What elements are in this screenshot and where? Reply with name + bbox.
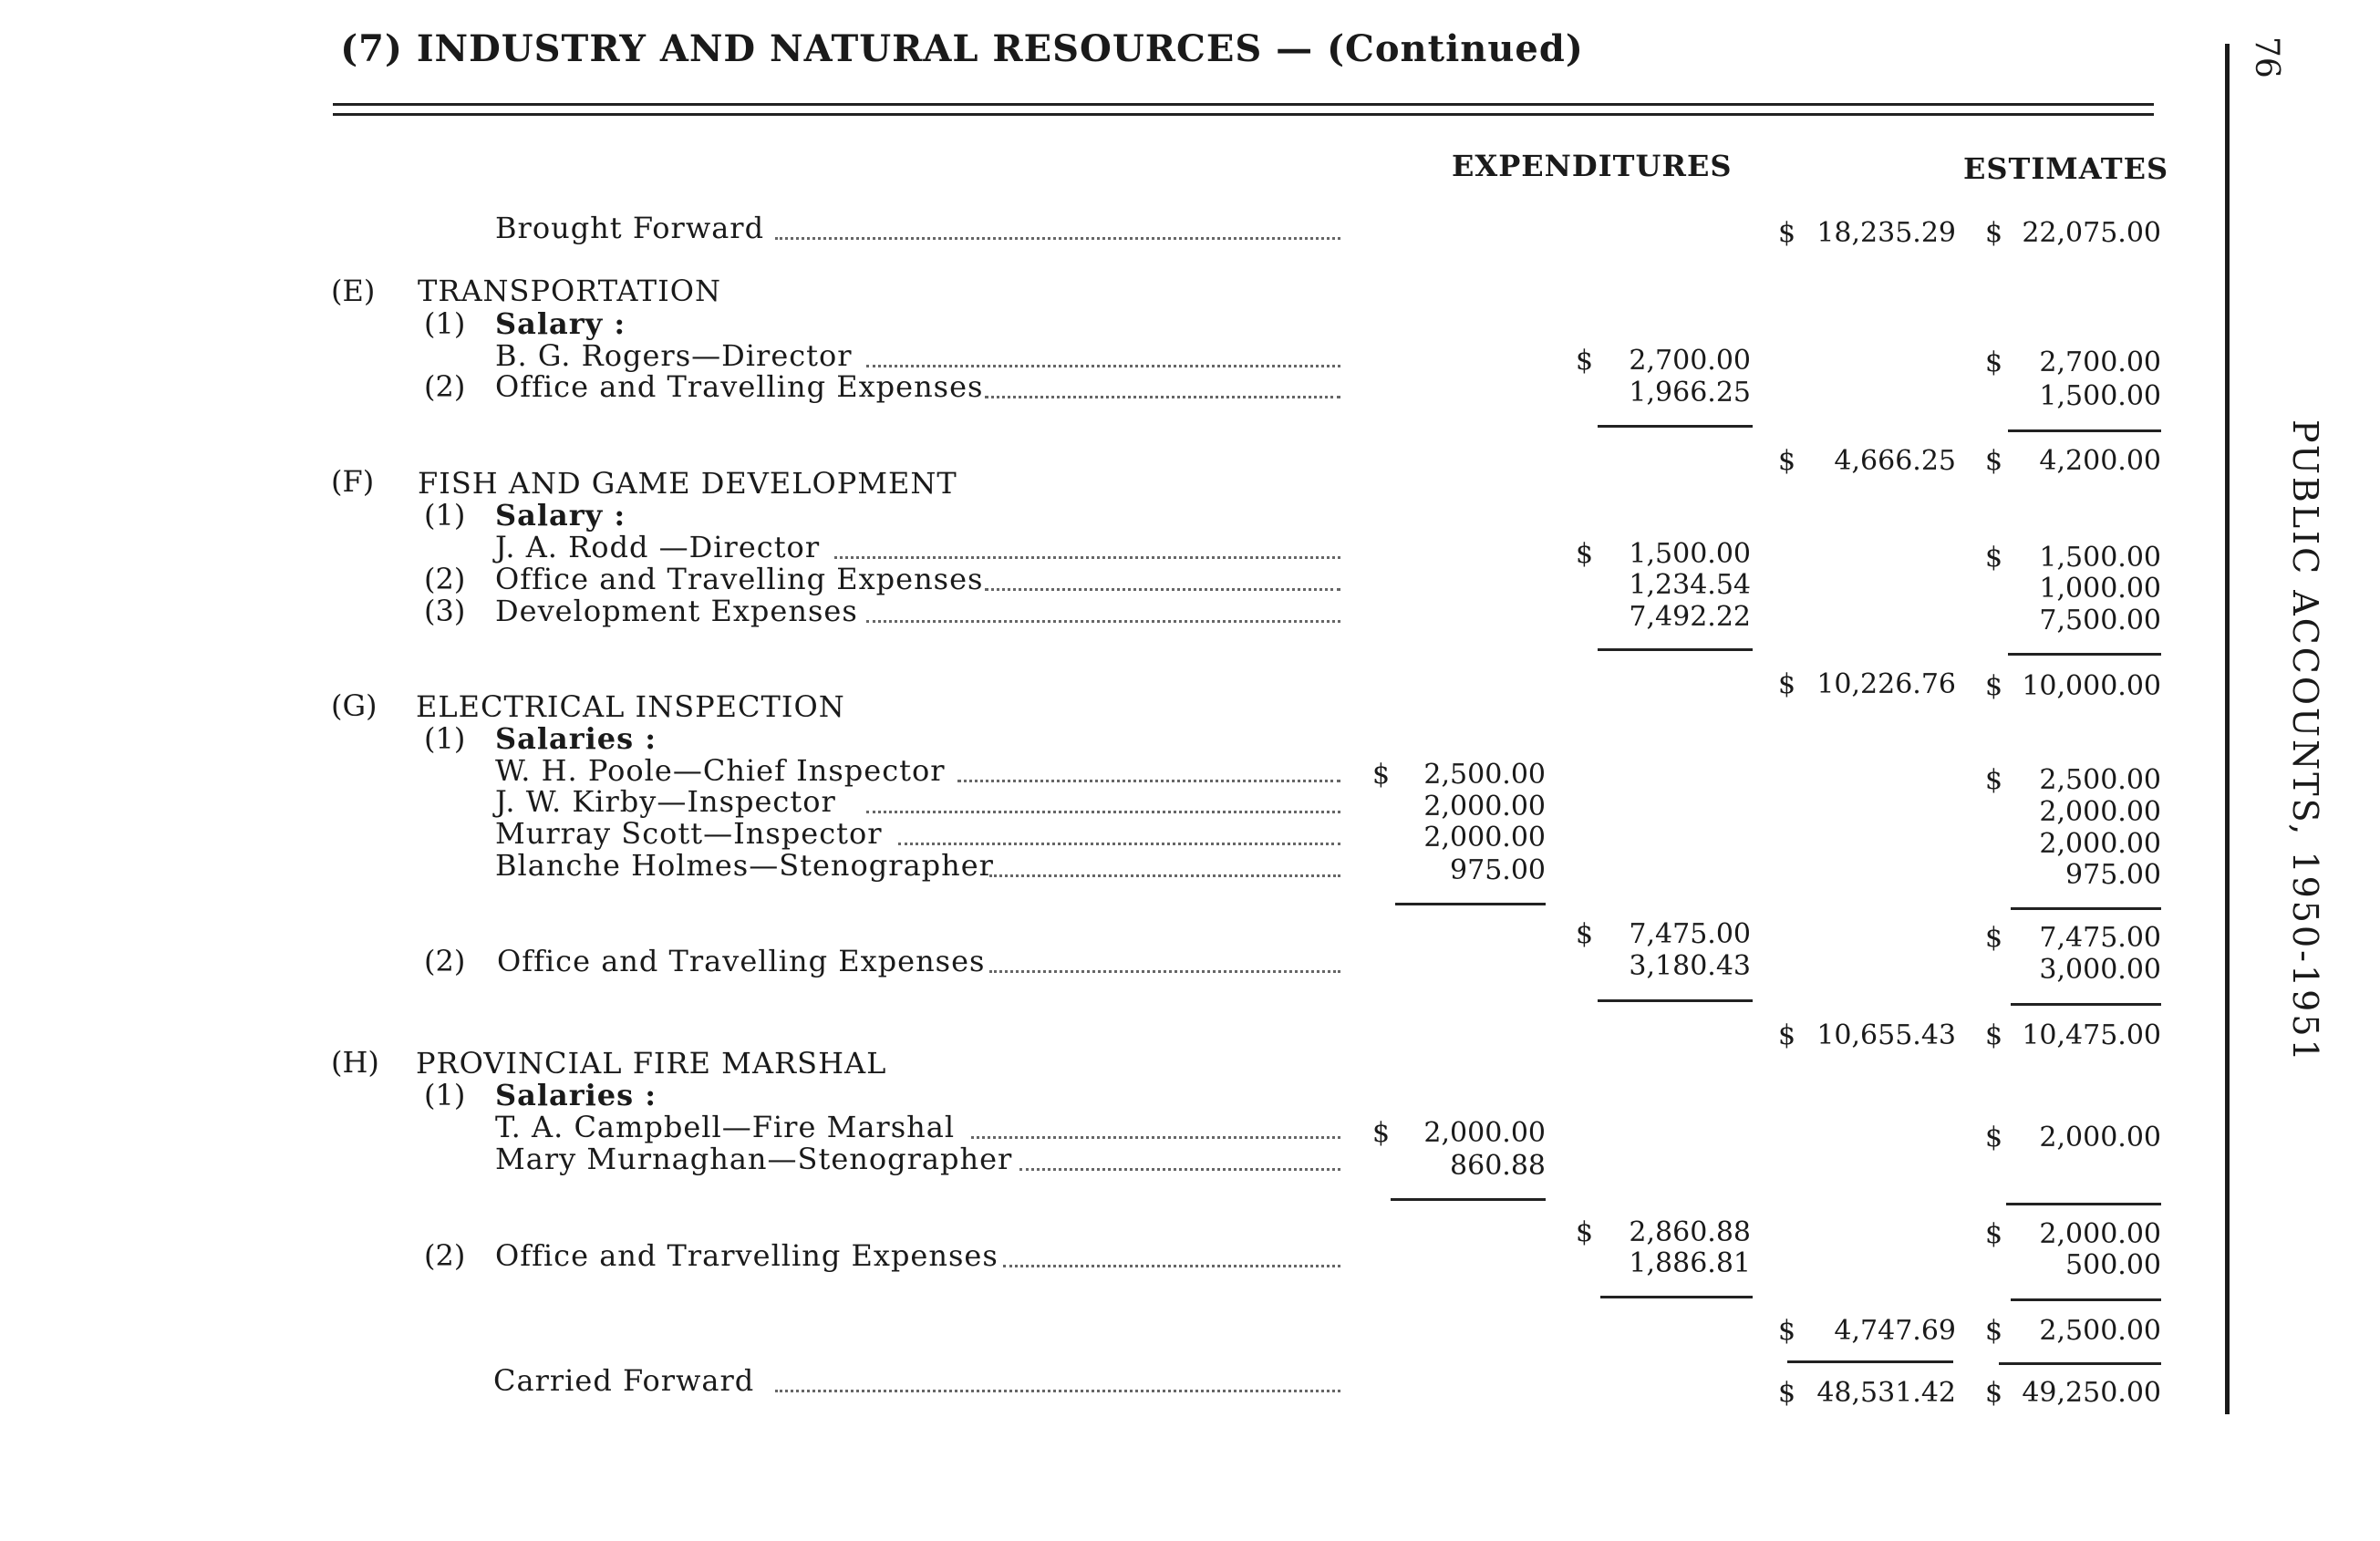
line-item-rodd: J. A. Rodd —Director — [495, 530, 821, 564]
margin-rule — [2225, 44, 2230, 1414]
brought-forward-label: Brought Forward — [495, 211, 765, 245]
transportation-total-estimate: 4,200.00 — [2039, 445, 2161, 477]
subtotal-rule — [2008, 429, 2161, 432]
total-rule — [1787, 1360, 1953, 1363]
rogers-estimate: 2,700.00 — [2039, 346, 2161, 378]
section-letter-f: (F) — [331, 464, 375, 499]
dollar-sign: $ — [1778, 217, 1796, 249]
fire-marshal-total-estimate: 2,500.00 — [2039, 1315, 2161, 1347]
office-travel-h-estimate: 500.00 — [2065, 1249, 2161, 1281]
item-number: (2) — [424, 562, 466, 596]
brought-forward-estimate: 22,075.00 — [2022, 217, 2161, 249]
carried-forward-expenditure: 48,531.42 — [1816, 1377, 1956, 1409]
item-label-salaries: Salaries : — [495, 721, 657, 756]
subtotal-rule — [1600, 1296, 1753, 1298]
subtotal-rule — [2011, 1298, 2161, 1301]
subtotal-rule — [2006, 1203, 2161, 1205]
item-label-salary: Salary : — [495, 306, 626, 341]
kirby-estimate: 2,000.00 — [2039, 796, 2161, 828]
subtotal-rule — [1598, 648, 1753, 651]
development-estimate: 7,500.00 — [2039, 605, 2161, 636]
line-item-office-travel-g: Office and Travelling Expenses — [497, 944, 986, 978]
dollar-sign: $ — [1985, 1315, 2003, 1347]
rogers-expenditure: 2,700.00 — [1629, 345, 1751, 377]
column-header-estimates: ESTIMATES — [1963, 151, 2169, 186]
dollar-sign: $ — [1778, 1377, 1796, 1409]
dot-leader — [985, 588, 1340, 591]
dot-leader — [834, 556, 1340, 559]
page-number: 76 — [2248, 36, 2285, 78]
dollar-sign: $ — [1576, 345, 1594, 377]
kirby-expenditure: 2,000.00 — [1423, 791, 1546, 822]
office-travel-f-estimate: 1,000.00 — [2039, 573, 2161, 605]
dot-leader — [898, 843, 1340, 845]
holmes-estimate: 975.00 — [2065, 859, 2161, 891]
development-expenditure: 7,492.22 — [1629, 601, 1751, 633]
section-heading-fish-game: FISH AND GAME DEVELOPMENT — [418, 466, 957, 501]
line-item-office-travel-f: Office and Travelling Expenses — [495, 562, 984, 596]
office-travel-g-expenditure: 3,180.43 — [1629, 950, 1751, 982]
dollar-sign: $ — [1985, 1122, 2003, 1153]
item-number: (2) — [424, 1238, 466, 1273]
electrical-total-estimate: 10,475.00 — [2022, 1019, 2161, 1051]
office-travel-g-estimate: 3,000.00 — [2039, 954, 2161, 986]
dot-leader — [989, 874, 1340, 877]
campbell-estimate: 2,000.00 — [2039, 1122, 2161, 1153]
dot-leader — [866, 620, 1340, 623]
item-number: (2) — [424, 369, 466, 404]
section-heading-fire-marshal: PROVINCIAL FIRE MARSHAL — [416, 1046, 887, 1081]
dot-leader — [1003, 1265, 1340, 1267]
fire-marshal-total-expenditure: 4,747.69 — [1834, 1315, 1956, 1347]
electrical-salaries-estimate: 7,475.00 — [2039, 922, 2161, 954]
line-item-rogers: B. G. Rogers—Director — [495, 338, 853, 373]
dollar-sign: $ — [1985, 922, 2003, 954]
dollar-sign: $ — [1372, 1117, 1391, 1149]
transportation-total-expenditure: 4,666.25 — [1834, 445, 1956, 477]
dollar-sign: $ — [1985, 445, 2003, 477]
section-letter-e: (E) — [331, 274, 376, 308]
fire-marshal-salaries-estimate: 2,000.00 — [2039, 1218, 2161, 1250]
line-item-scott: Murray Scott—Inspector — [495, 816, 883, 851]
scott-expenditure: 2,000.00 — [1423, 822, 1546, 853]
poole-estimate: 2,500.00 — [2039, 764, 2161, 796]
line-item-poole: W. H. Poole—Chief Inspector — [495, 753, 946, 788]
campbell-expenditure: 2,000.00 — [1423, 1117, 1546, 1149]
dollar-sign: $ — [1985, 1377, 2003, 1409]
subtotal-rule — [1391, 1198, 1546, 1201]
rodd-expenditure: 1,500.00 — [1629, 538, 1751, 570]
item-number: (1) — [424, 721, 466, 756]
line-item-murnaghan: Mary Murnaghan—Stenographer — [495, 1142, 1013, 1176]
dollar-sign: $ — [1576, 538, 1594, 570]
subtotal-rule — [1598, 999, 1753, 1002]
rodd-estimate: 1,500.00 — [2039, 542, 2161, 574]
page-title: (7) INDUSTRY AND NATURAL RESOURCES — (Continued) — [340, 27, 1584, 70]
dollar-sign: $ — [1985, 1218, 2003, 1250]
line-item-campbell: T. A. Campbell—Fire Marshal — [495, 1110, 956, 1144]
scott-estimate: 2,000.00 — [2039, 828, 2161, 860]
total-rule — [1999, 1362, 2161, 1365]
electrical-total-expenditure: 10,655.43 — [1816, 1019, 1956, 1051]
dollar-sign: $ — [1985, 542, 2003, 574]
section-letter-h: (H) — [331, 1045, 379, 1080]
dot-leader — [866, 365, 1340, 367]
line-item-office-travel-h: Office and Trarvelling Expenses — [495, 1238, 999, 1273]
poole-expenditure: 2,500.00 — [1423, 759, 1546, 791]
dollar-sign: $ — [1778, 445, 1796, 477]
dot-leader — [1019, 1168, 1340, 1171]
running-side-title: PUBLIC ACCOUNTS, 1950-1951 — [2285, 419, 2325, 1064]
dollar-sign: $ — [1372, 759, 1391, 791]
line-item-office-travel-e: Office and Travelling Expenses — [495, 369, 984, 404]
dot-leader — [971, 1136, 1340, 1139]
subtotal-rule — [2011, 907, 2161, 910]
dollar-sign: $ — [1985, 670, 2003, 702]
section-heading-electrical: ELECTRICAL INSPECTION — [416, 689, 845, 724]
dollar-sign: $ — [1985, 764, 2003, 796]
murnaghan-expenditure: 860.88 — [1450, 1150, 1546, 1182]
carried-forward-estimate: 49,250.00 — [2022, 1377, 2161, 1409]
holmes-expenditure: 975.00 — [1450, 854, 1546, 886]
dot-leader — [775, 1390, 1340, 1392]
dollar-sign: $ — [1576, 1216, 1594, 1248]
dollar-sign: $ — [1985, 1019, 2003, 1051]
dollar-sign: $ — [1576, 918, 1594, 950]
dollar-sign: $ — [1778, 1315, 1796, 1347]
office-travel-e-estimate: 1,500.00 — [2039, 380, 2161, 412]
item-number: (1) — [424, 498, 466, 533]
dollar-sign: $ — [1985, 217, 2003, 249]
brought-forward-expenditure: 18,235.29 — [1816, 217, 1956, 249]
office-travel-h-expenditure: 1,886.81 — [1629, 1247, 1751, 1279]
line-item-holmes: Blanche Holmes—Stenographer — [495, 848, 994, 883]
dot-leader — [985, 396, 1340, 398]
item-label-salary: Salary : — [495, 498, 626, 533]
section-letter-g: (G) — [331, 688, 378, 723]
office-travel-f-expenditure: 1,234.54 — [1629, 569, 1751, 601]
fish-game-total-estimate: 10,000.00 — [2022, 670, 2161, 702]
item-number: (1) — [424, 1078, 466, 1112]
column-header-expenditures: EXPENDITURES — [1452, 149, 1733, 183]
subtotal-rule — [2008, 653, 2161, 656]
electrical-salaries-expenditure: 7,475.00 — [1629, 918, 1751, 950]
fish-game-total-expenditure: 10,226.76 — [1816, 668, 1956, 700]
dot-leader — [989, 970, 1340, 973]
dollar-sign: $ — [1778, 1019, 1796, 1051]
carried-forward-label: Carried Forward — [493, 1363, 755, 1398]
dot-leader — [957, 780, 1340, 782]
item-number: (2) — [424, 944, 466, 978]
line-item-kirby: J. W. Kirby—Inspector — [495, 784, 836, 819]
dot-leader — [775, 237, 1340, 240]
section-heading-transportation: TRANSPORTATION — [418, 274, 721, 308]
item-label-salaries: Salaries : — [495, 1078, 657, 1112]
line-item-development: Development Expenses — [495, 594, 858, 628]
office-travel-e-expenditure: 1,966.25 — [1629, 377, 1751, 409]
item-number: (3) — [424, 594, 466, 628]
dollar-sign: $ — [1778, 668, 1796, 700]
fire-marshal-salaries-expenditure: 2,860.88 — [1629, 1216, 1751, 1248]
double-rule-top — [333, 103, 2154, 106]
subtotal-rule — [1395, 903, 1546, 905]
subtotal-rule — [1598, 425, 1753, 428]
double-rule-bottom — [333, 113, 2154, 116]
subtotal-rule — [2011, 1003, 2161, 1006]
dollar-sign: $ — [1985, 346, 2003, 378]
dot-leader — [866, 811, 1340, 813]
item-number: (1) — [424, 306, 466, 341]
